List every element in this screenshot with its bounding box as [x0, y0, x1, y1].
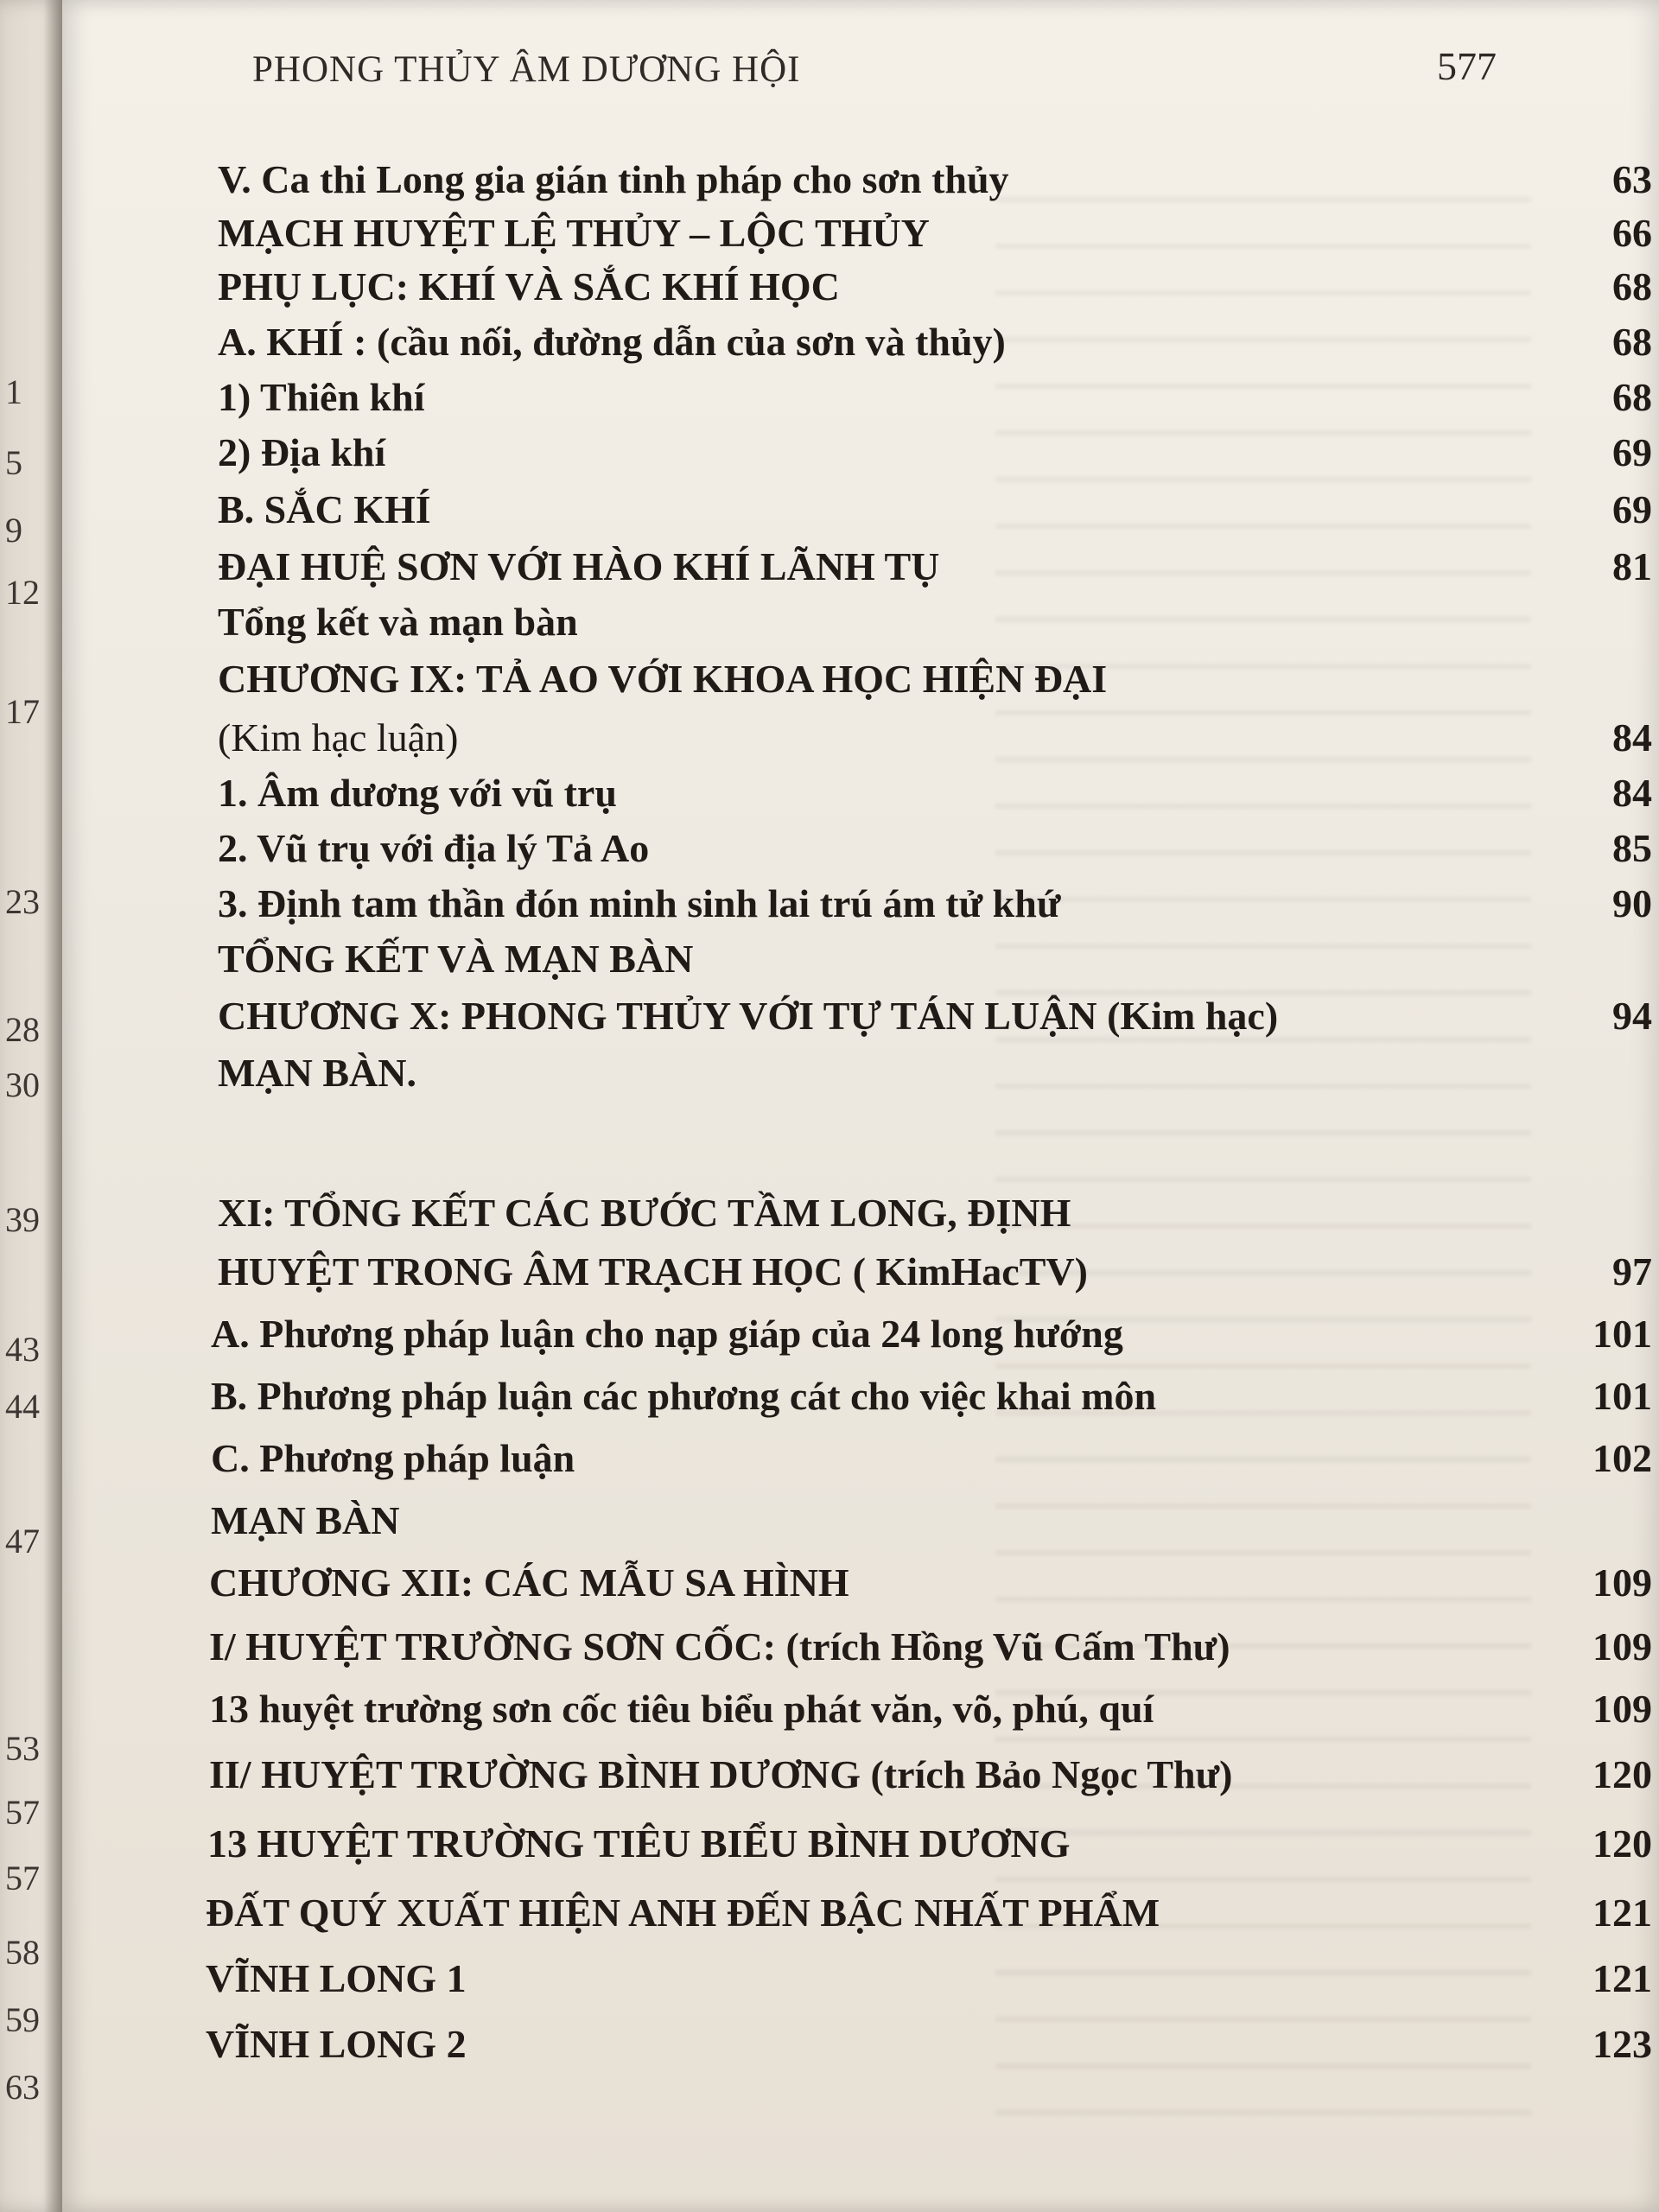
toc-entry [218, 536, 1652, 598]
toc-entry-title: V. Ca thi Long gia gián tinh pháp cho sơn thủy [218, 157, 1009, 201]
toc-entry [206, 1948, 1652, 2010]
toc-entry [218, 366, 1652, 429]
toc-entry-page: 121 [1592, 1956, 1652, 2000]
toc-entry-page: 101 [1592, 1312, 1652, 1356]
book-page [62, 0, 1659, 2212]
toc-entry-title: Tổng kết và mạn bàn [218, 600, 578, 644]
toc-entry-title: HUYỆT TRONG ÂM TRẠCH HỌC ( KimHacTV) [218, 1249, 1088, 1294]
left-margin-number: 23 [5, 882, 40, 921]
toc-entry-page: 94 [1612, 994, 1652, 1038]
running-header-page-number: 577 [1437, 44, 1497, 88]
running-header-title: PHONG THỦY ÂM DƯƠNG HỘI [252, 49, 801, 90]
toc-entry-page: 109 [1592, 1624, 1652, 1669]
toc-entry-page: 81 [1612, 544, 1652, 588]
toc-entry [206, 1882, 1652, 1944]
toc-entry [218, 648, 1652, 710]
toc-entry-page: 121 [1592, 1891, 1652, 1935]
toc-entry-title: VĨNH LONG 1 [206, 1956, 467, 2000]
toc-entry-title: MẠCH HUYỆT LỆ THỦY – LỘC THỦY [218, 211, 930, 255]
toc-entry-title: 13 huyệt trường sơn cốc tiêu biểu phát văn, võ, phú, quí [209, 1687, 1154, 1731]
toc-entry [218, 422, 1652, 484]
toc-entry [209, 1744, 1652, 1806]
toc-entry [218, 591, 1652, 653]
toc-entry-page: 101 [1592, 1374, 1652, 1418]
toc-entry-title: TỔNG KẾT VÀ MẠN BÀN [218, 937, 694, 981]
running-header [252, 41, 1497, 102]
toc-entry-title: XI: TỔNG KẾT CÁC BƯỚC TẦM LONG, ĐỊNH [218, 1191, 1071, 1235]
toc-entry-title: CHƯƠNG XII: CÁC MẪU SA HÌNH [209, 1560, 849, 1605]
left-margin-number: 5 [5, 443, 22, 482]
left-margin-number: 30 [5, 1065, 40, 1104]
toc-entry-title: I/ HUYỆT TRƯỜNG SƠN CỐC: (trích Hồng Vũ Cấm Thư) [209, 1624, 1230, 1669]
toc-entry [211, 1427, 1652, 1490]
toc-entry-title: B. Phương pháp luận các phương cát cho việc khai môn [211, 1374, 1157, 1418]
toc-entry-title: PHỤ LỤC: KHÍ VÀ SẮC KHÍ HỌC [218, 264, 840, 308]
toc-entry-page: 97 [1612, 1249, 1652, 1294]
left-margin-number: 57 [5, 1793, 40, 1832]
toc-entry [218, 707, 1652, 769]
toc-entry-title: CHƯƠNG IX: TẢ AO VỚI KHOA HỌC HIỆN ĐẠI [218, 657, 1108, 701]
toc-entry-title: A. KHÍ : (cầu nối, đường dẫn của sơn và thủy) [218, 320, 1006, 364]
toc-entry-page: 109 [1592, 1560, 1652, 1605]
toc-entry-title: 2. Vũ trụ với địa lý Tả Ao [218, 826, 650, 870]
left-margin-number: 1 [5, 372, 22, 411]
toc-entry-page: 120 [1592, 1752, 1652, 1796]
toc-entry-page: 85 [1612, 826, 1652, 870]
toc-entry-page: 69 [1612, 487, 1652, 531]
toc-entry [209, 1552, 1652, 1614]
toc-entry-title: 13 HUYỆT TRƯỜNG TIÊU BIỂU BÌNH DƯƠNG [207, 1821, 1071, 1866]
toc-entry [218, 311, 1652, 373]
toc-entry [209, 1616, 1652, 1678]
toc-entry [218, 1182, 1652, 1244]
left-margin-number: 44 [5, 1387, 40, 1426]
left-margin-number: 39 [5, 1200, 40, 1239]
toc-entry [211, 1365, 1652, 1427]
toc-entry-page: 68 [1612, 264, 1652, 308]
left-margin-number: 59 [5, 2000, 40, 2039]
toc-entry-title: ĐẠI HUỆ SƠN VỚI HÀO KHÍ LÃNH TỤ [218, 544, 940, 588]
toc-entry [218, 762, 1652, 824]
toc-entry-page: 84 [1612, 771, 1652, 815]
toc-entry-page: 120 [1592, 1821, 1652, 1866]
toc-entry-title: MẠN BÀN. [218, 1051, 416, 1095]
left-margin-number: 57 [5, 1859, 40, 1897]
toc-entry-page: 123 [1592, 2022, 1652, 2066]
toc-entry [209, 1678, 1652, 1740]
toc-entry-title: C. Phương pháp luận [211, 1436, 575, 1480]
toc-entry [218, 873, 1652, 935]
toc-entry-title: CHƯƠNG X: PHONG THỦY VỚI TỰ TÁN LUẬN (Kim hạc) [218, 994, 1279, 1038]
toc-entry-title: B. SẮC KHÍ [218, 487, 431, 531]
left-margin-number: 47 [5, 1522, 40, 1560]
toc-entry-title: 1. Âm dương với vũ trụ [218, 771, 617, 815]
toc-entry-title: 2) Địa khí [218, 430, 386, 474]
left-margin-number: 28 [5, 1010, 40, 1049]
toc-entry-page: 84 [1612, 715, 1652, 760]
toc-entry [211, 1490, 1652, 1552]
toc-entry-title: VĨNH LONG 2 [206, 2022, 467, 2066]
toc-entry-title: A. Phương pháp luận cho nạp giáp của 24 long hướng [211, 1312, 1123, 1356]
toc-entry [218, 1241, 1652, 1303]
toc-entry [218, 479, 1652, 541]
toc-entry [218, 256, 1652, 318]
toc-entry [218, 817, 1652, 880]
left-page-edge [0, 0, 62, 2212]
toc-entry-title: II/ HUYỆT TRƯỜNG BÌNH DƯƠNG (trích Bảo Ngọc Thư) [209, 1752, 1233, 1796]
toc-entry [218, 928, 1652, 990]
toc-entry-title: (Kim hạc luận) [218, 715, 459, 760]
toc-entry-title: MẠN BÀN [211, 1498, 400, 1542]
toc-entry-title: ĐẤT QUÝ XUẤT HIỆN ANH ĐẾN BẬC NHẤT PHẨM [206, 1891, 1160, 1935]
left-margin-number: 43 [5, 1330, 40, 1369]
toc-entry-page: 63 [1612, 157, 1652, 201]
left-margin-number: 63 [5, 2068, 40, 2107]
toc-entry-page: 109 [1592, 1687, 1652, 1731]
toc-entry-page: 68 [1612, 375, 1652, 419]
toc-entry [218, 985, 1652, 1047]
toc-entry [218, 1042, 1652, 1104]
left-margin-number: 58 [5, 1933, 40, 1972]
toc-entry-page: 90 [1612, 881, 1652, 925]
toc-entry-title: 1) Thiên khí [218, 375, 425, 419]
toc-entry [206, 2013, 1652, 2075]
left-margin-number: 12 [5, 573, 40, 612]
toc-entry-title: 3. Định tam thần đón minh sinh lai trú ám tử khứ [218, 881, 1061, 925]
toc-entry [207, 1813, 1652, 1875]
left-margin-number: 17 [5, 692, 40, 731]
toc-entry [211, 1303, 1652, 1365]
toc-entry-page: 66 [1612, 211, 1652, 255]
left-margin-number: 53 [5, 1729, 40, 1768]
toc-entry-page: 69 [1612, 430, 1652, 474]
toc-entry-page: 102 [1592, 1436, 1652, 1480]
toc-entry-page: 68 [1612, 320, 1652, 364]
table-of-contents [206, 149, 1652, 2162]
left-margin-number: 9 [5, 511, 22, 550]
